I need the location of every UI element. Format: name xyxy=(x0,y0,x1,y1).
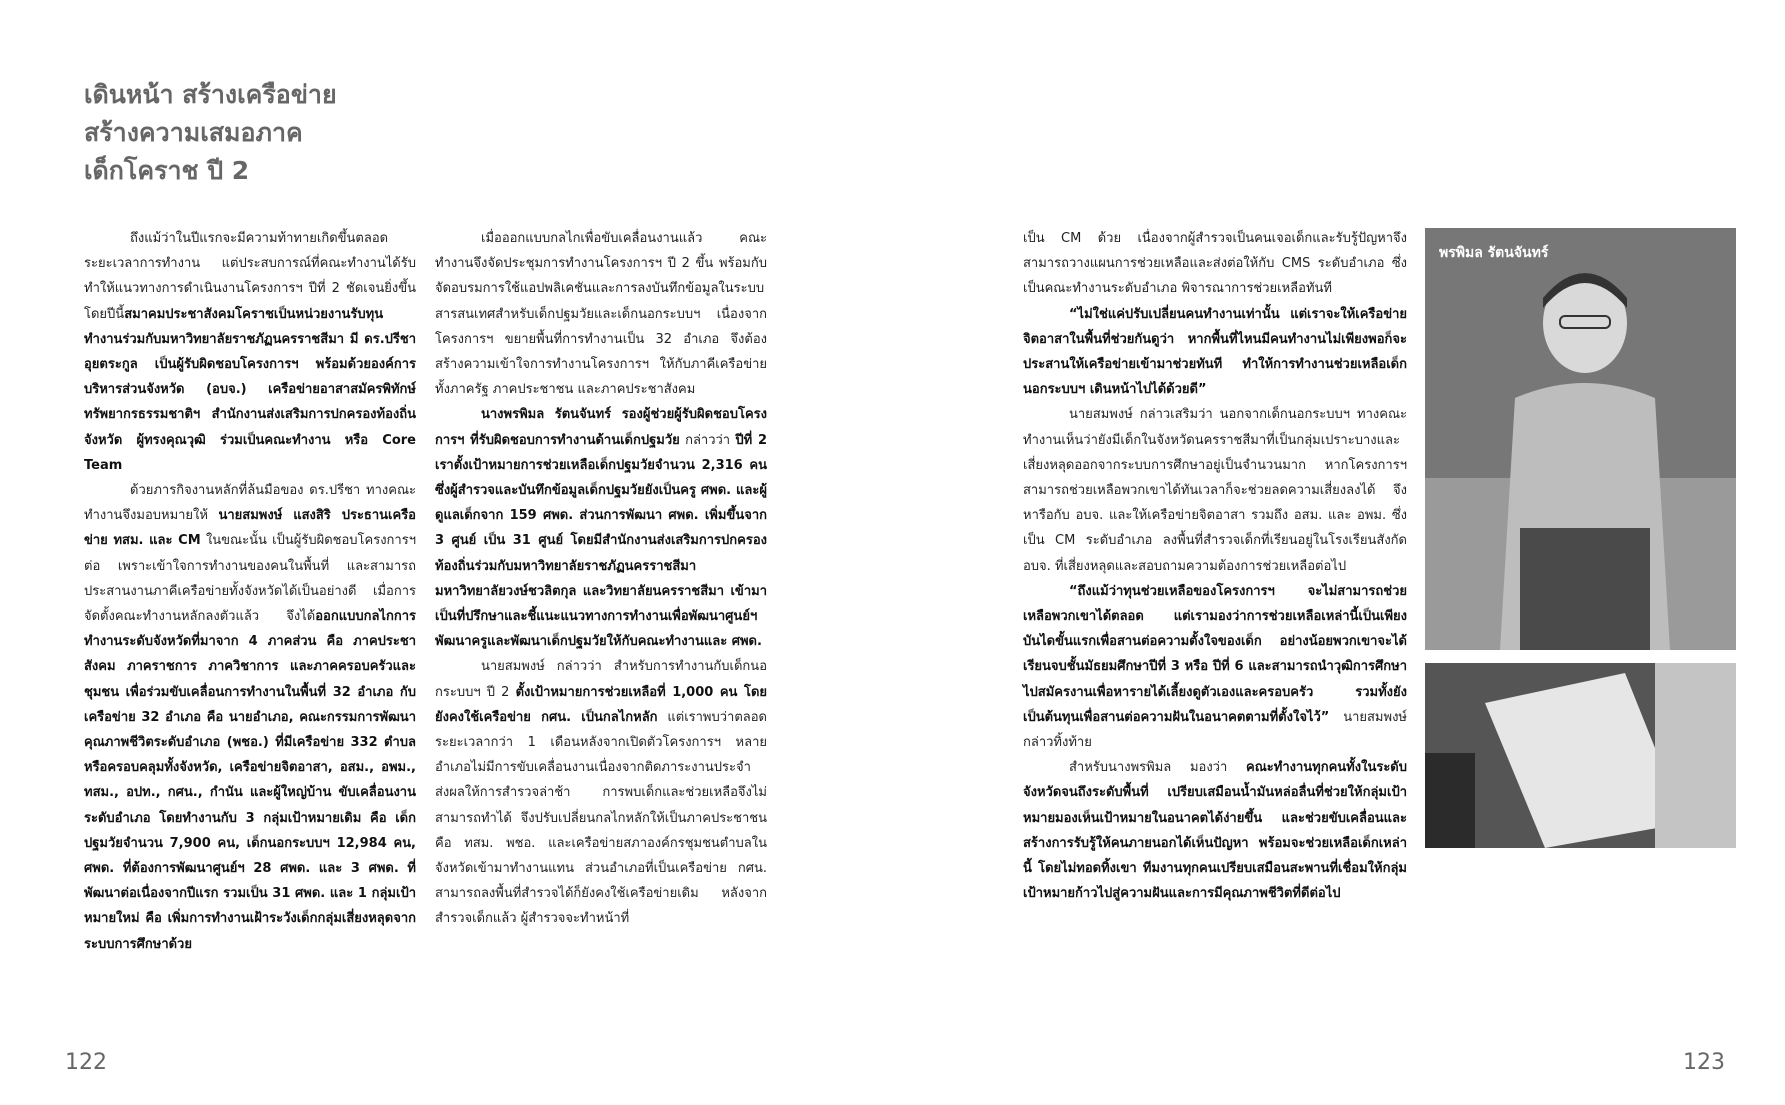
text-column-1 xyxy=(84,226,416,957)
title-line-3: เด็กโคราช ปี 2 xyxy=(84,156,250,185)
portrait-photo xyxy=(1425,228,1736,650)
text-column-3 xyxy=(1023,226,1407,906)
quote-paragraph: “ไม่ใช่แค่ปรับเปลี่ยนคนทำงานเท่านั้น แต่เราจะให้เครือข่ายจิตอาสาในพื้นที่ช่วยกันดูว่า หากพื้นที่ไหนมีคนทำงานไม่เพียงพอก็จะประสานให้เครือข่ายเข้ามาช่วยทันที ทำให้การทำงานช่วยเหลือเด็กนอกระบบฯ เดินหน้าไปได้ด้วยดี” xyxy=(1023,306,1407,398)
quote-paragraph: “ถึงแม้ว่าทุนช่วยเหลือของโครงการฯ จะไม่สามารถช่วยเหลือพวกเขาได้ตลอด แต่เรามองว่าการช่วยเหลือเหล่านี้เป็นเพียงบันไดขั้นแรกเพื่อสานต่อความตั้งใจของเด็ก อย่างน้อยพวกเขาจะได้เรียนจบชั้นมัธยมศึกษาปีที่ 3 หรือ ปีที่ 6 และสามารถนำวุฒิการศึกษาไปสมัครงานเพื่อหารายได้เลี้ยงดูตัวเองและครอบครัว รวมทั้งยังเป็นต้นทุนเพื่อสานต่อความฝันในอนาคตตามที่ตั้งใจไว้” นายสมพงษ์ กล่าวทิ้งท้าย xyxy=(1023,583,1407,751)
article-title xyxy=(84,76,504,190)
page-number-left: 122 xyxy=(65,1050,107,1075)
title-line-1: เดินหน้า สร้างเครือข่าย xyxy=(84,80,337,109)
paragraph: นายสมพงษ์ กล่าวเสริมว่า นอกจากเด็กนอกระบบฯ ทางคณะทำงานเห็นว่ายังมีเด็กในจังหวัดนครราชสีมาที่เป็นกลุ่มเปราะบางและเสี่ยงหลุดออกจากระบบการศึกษาอยู่เป็นจำนวนมาก หากโครงการฯ สามารถช่วยเหลือพวกเขาได้ทันเวลาก็จะช่วยลดความเสี่ยงลงได้ จึงหารือกับ อบจ. และให้เครือข่ายจิตอาสา รวมถึง อสม. และ อพม. ซึ่งเป็น CM ระดับอำเภอ ลงพื้นที่สำรวจเด็กที่เรียนอยู่ในโรงเรียนสังกัด อบจ. ที่เสี่ยงหลุดและสอบถามความต้องการช่วยเหลือต่อไป xyxy=(1023,407,1407,574)
paragraph: ด้วยภารกิจงานหลักที่ล้นมือของ ดร.ปรีชา ทางคณะทำงานจึงมอบหมายให้ นายสมพงษ์ แสงสิริ ประธานเครือข่าย ทสม. และ CM ในขณะนั้น เป็นผู้รับผิดชอบโครงการฯ ต่อ เพราะเข้าใจการทำงานของคนในพื้นที่ และสามารถประสานงานภาคีเครือข่ายทั้งจังหวัดได้เป็นอย่างดี เมื่อการจัดตั้งคณะทำงานหลักลงตัวแล้ว จึงได้ออกแบบกลไกการทำงานระดับจังหวัดที่มาจาก 4 ภาคส่วน คือ ภาคประชาสังคม ภาคราชการ ภาควิชาการ และภาคครอบครัวและชุมชน เพื่อร่วมขับเคลื่อนการทำงานในพื้นที่ 32 อำเภอ กับเครือข่าย 32 อำเภอ คือ นายอำเภอ, คณะกรรมการพัฒนาคุณภาพชีวิตระดับอำเภอ (พชอ.) ที่มีเครือข่าย 332 ตำบลหรือครอบคลุมทั้งจังหวัด, เครือข่ายจิตอาสา, อสม., อพม., ทสม., อปท., กศน., กำนัน และผู้ใหญ่บ้าน ขับเคลื่อนงานระดับอำเภอ โดยทำงานกับ 3 กลุ่มเป้าหมายเดิม คือ เด็กปฐมวัยจำนวน 7,900 คน, เด็กนอกระบบฯ 12,984 คน, ศพด. ที่ต้องการพัฒนาศูนย์ฯ 28 ศพด. และ 3 ศพด. ที่พัฒนาต่อเนื่องจากปีแรก รวมเป็น 31 ศพด. และ 1 กลุ่มเป้าหมายใหม่ คือ เพิ่มการทำงานเฝ้าระวังเด็กกลุ่มเสี่ยงหลุดจากระบบการศึกษาด้วย xyxy=(84,483,416,952)
portrait-illustration xyxy=(1425,228,1736,650)
booklet-illustration xyxy=(1425,663,1736,848)
photo-caption: พรพิมล รัตนจันทร์ xyxy=(1439,245,1549,261)
paragraph: เมื่อออกแบบกลไกเพื่อขับเคลื่อนงานแล้ว คณะทำงานจึงจัดประชุมการทำงานโครงการฯ ปี 2 ขึ้น พร้อมกับจัดอบรมการใช้แอปพลิเคชันและการลงบันทึกข้อมูลในระบบสารสนเทศสำหรับเด็กปฐมวัยและเด็กนอกระบบฯ เนื่องจากโครงการฯ ขยายพื้นที่การทำงานเป็น 32 อำเภอ จึงต้องสร้างความเข้าใจการทำงานโครงการฯ ให้กับภาคีเครือข่ายทั้งภาครัฐ ภาคประชาชน และภาคประชาสังคม xyxy=(435,231,767,398)
paragraph: นางพรพิมล รัตนจันทร์ รองผู้ช่วยผู้รับผิดชอบโครงการฯ ที่รับผิดชอบการทำงานด้านเด็กปฐมวัย กล่าวว่า ปีที่ 2 เราตั้งเป้าหมายการช่วยเหลือเด็กปฐมวัยจำนวน 2,316 คน ซึ่งผู้สำรวจและบันทึกข้อมูลเด็กปฐมวัยยังเป็นครู ศพด. และผู้ดูแลเด็กจาก 159 ศพด. ส่วนการพัฒนา ศพด. เพิ่มขึ้นจาก 3 ศูนย์ เป็น 31 ศูนย์ โดยมีสำนักงานส่งเสริมการปกครองท้องถิ่นร่วมกับมหาวิทยาลัยราชภัฏนครราชสีมา มหาวิทยาลัยวงษ์ชวลิตกุล และวิทยาลัยนครราชสีมา เข้ามาเป็นที่ปรึกษาและชี้แนะแนวทางการทำงานเพื่อพัฒนาศูนย์ฯ พัฒนาครูและพัฒนาเด็กปฐมวัยให้กับคณะทำงานและ ศพด. xyxy=(435,407,767,650)
paragraph: เป็น CM ด้วย เนื่องจากผู้สำรวจเป็นคนเจอเด็กและรับรู้ปัญหาจึงสามารถวางแผนการช่วยเหลือและส่งต่อให้กับ CMS ระดับอำเภอ ซึ่งเป็นคณะทำงานระดับอำเภอ พิจารณาการช่วยเหลือทันที xyxy=(1023,231,1407,297)
paragraph: สำหรับนางพรพิมล มองว่า คณะทำงานทุกคนทั้งในระดับจังหวัดจนถึงระดับพื้นที่ เปรียบเสมือนน้ำมันหล่อลื่นที่ช่วยให้กลุ่มเป้าหมายมองเห็นเป้าหมายในอนาคตได้ง่ายขึ้น และช่วยขับเคลื่อนและสร้างการรับรู้ให้คนภายนอกได้เห็นปัญหา พร้อมจะช่วยเหลือเด็กเหล่านี้ โดยไม่ทอดทิ้งเขา ทีมงานทุกคนเปรียบเสมือนสะพานที่เชื่อมให้กลุ่มเป้าหมายก้าวไปสู่ความฝันและการมีคุณภาพชีวิตที่ดีต่อไป xyxy=(1023,760,1407,902)
title-line-2: สร้างความเสมอภาค xyxy=(84,118,303,147)
paragraph: ถึงแม้ว่าในปีแรกจะมีความท้าทายเกิดขึ้นตลอดระยะเวลาการทำงาน แต่ประสบการณ์ที่คณะทำงานได้รับทำให้แนวทางการดำเนินงานโครงการฯ ปีที่ 2 ชัดเจนยิ่งขึ้น โดยปีนี้สมาคมประชาสังคมโคราชเป็นหน่วยงานรับทุน ทำงานร่วมกับมหาวิทยาลัยราชภัฏนครราชสีมา มี ดร.ปรีชา อุยตระกูล เป็นผู้รับผิดชอบโครงการฯ พร้อมด้วยองค์การบริหารส่วนจังหวัด (อบจ.) เครือข่ายอาสาสมัครพิทักษ์ทรัพยากรธรรมชาติฯ สำนักงานส่งเสริมการปกครองท้องถิ่นจังหวัด ผู้ทรงคุณวุฒิ ร่วมเป็นคณะทำงาน หรือ Core Team xyxy=(84,231,416,473)
page-number-right: 123 xyxy=(1683,1050,1725,1075)
paragraph: นายสมพงษ์ กล่าวว่า สำหรับการทำงานกับเด็กนอกระบบฯ ปี 2 ตั้งเป้าหมายการช่วยเหลือที่ 1,000 คน โดยยังคงใช้เครือข่าย กศน. เป็นกลไกหลัก แต่เราพบว่าตลอดระยะเวลากว่า 1 เดือนหลังจากเปิดตัวโครงการฯ หลายอำเภอไม่มีการขับเคลื่อนงานเนื่องจากติดภาระงานประจำ ส่งผลให้การสำรวจล่าช้า การพบเด็กและช่วยเหลือจึงไม่สามารถทำได้ จึงปรับเปลี่ยนกลไกหลักให้เป็นภาคประชาชน คือ ทสม. พชอ. และเครือข่ายสภาองค์กรชุมชนตำบลในจังหวัดเข้ามาทำงานแทน ส่วนอำเภอที่เป็นเครือข่าย กศน. สามารถลงพื้นที่สำรวจได้ก็ยังคงใช้เครือข่ายเดิม หลังจากสำรวจเด็กแล้ว ผู้สำรวจจะทำหน้าที่ xyxy=(435,659,767,927)
text-column-2 xyxy=(435,226,767,932)
booklet-photo xyxy=(1425,663,1736,848)
